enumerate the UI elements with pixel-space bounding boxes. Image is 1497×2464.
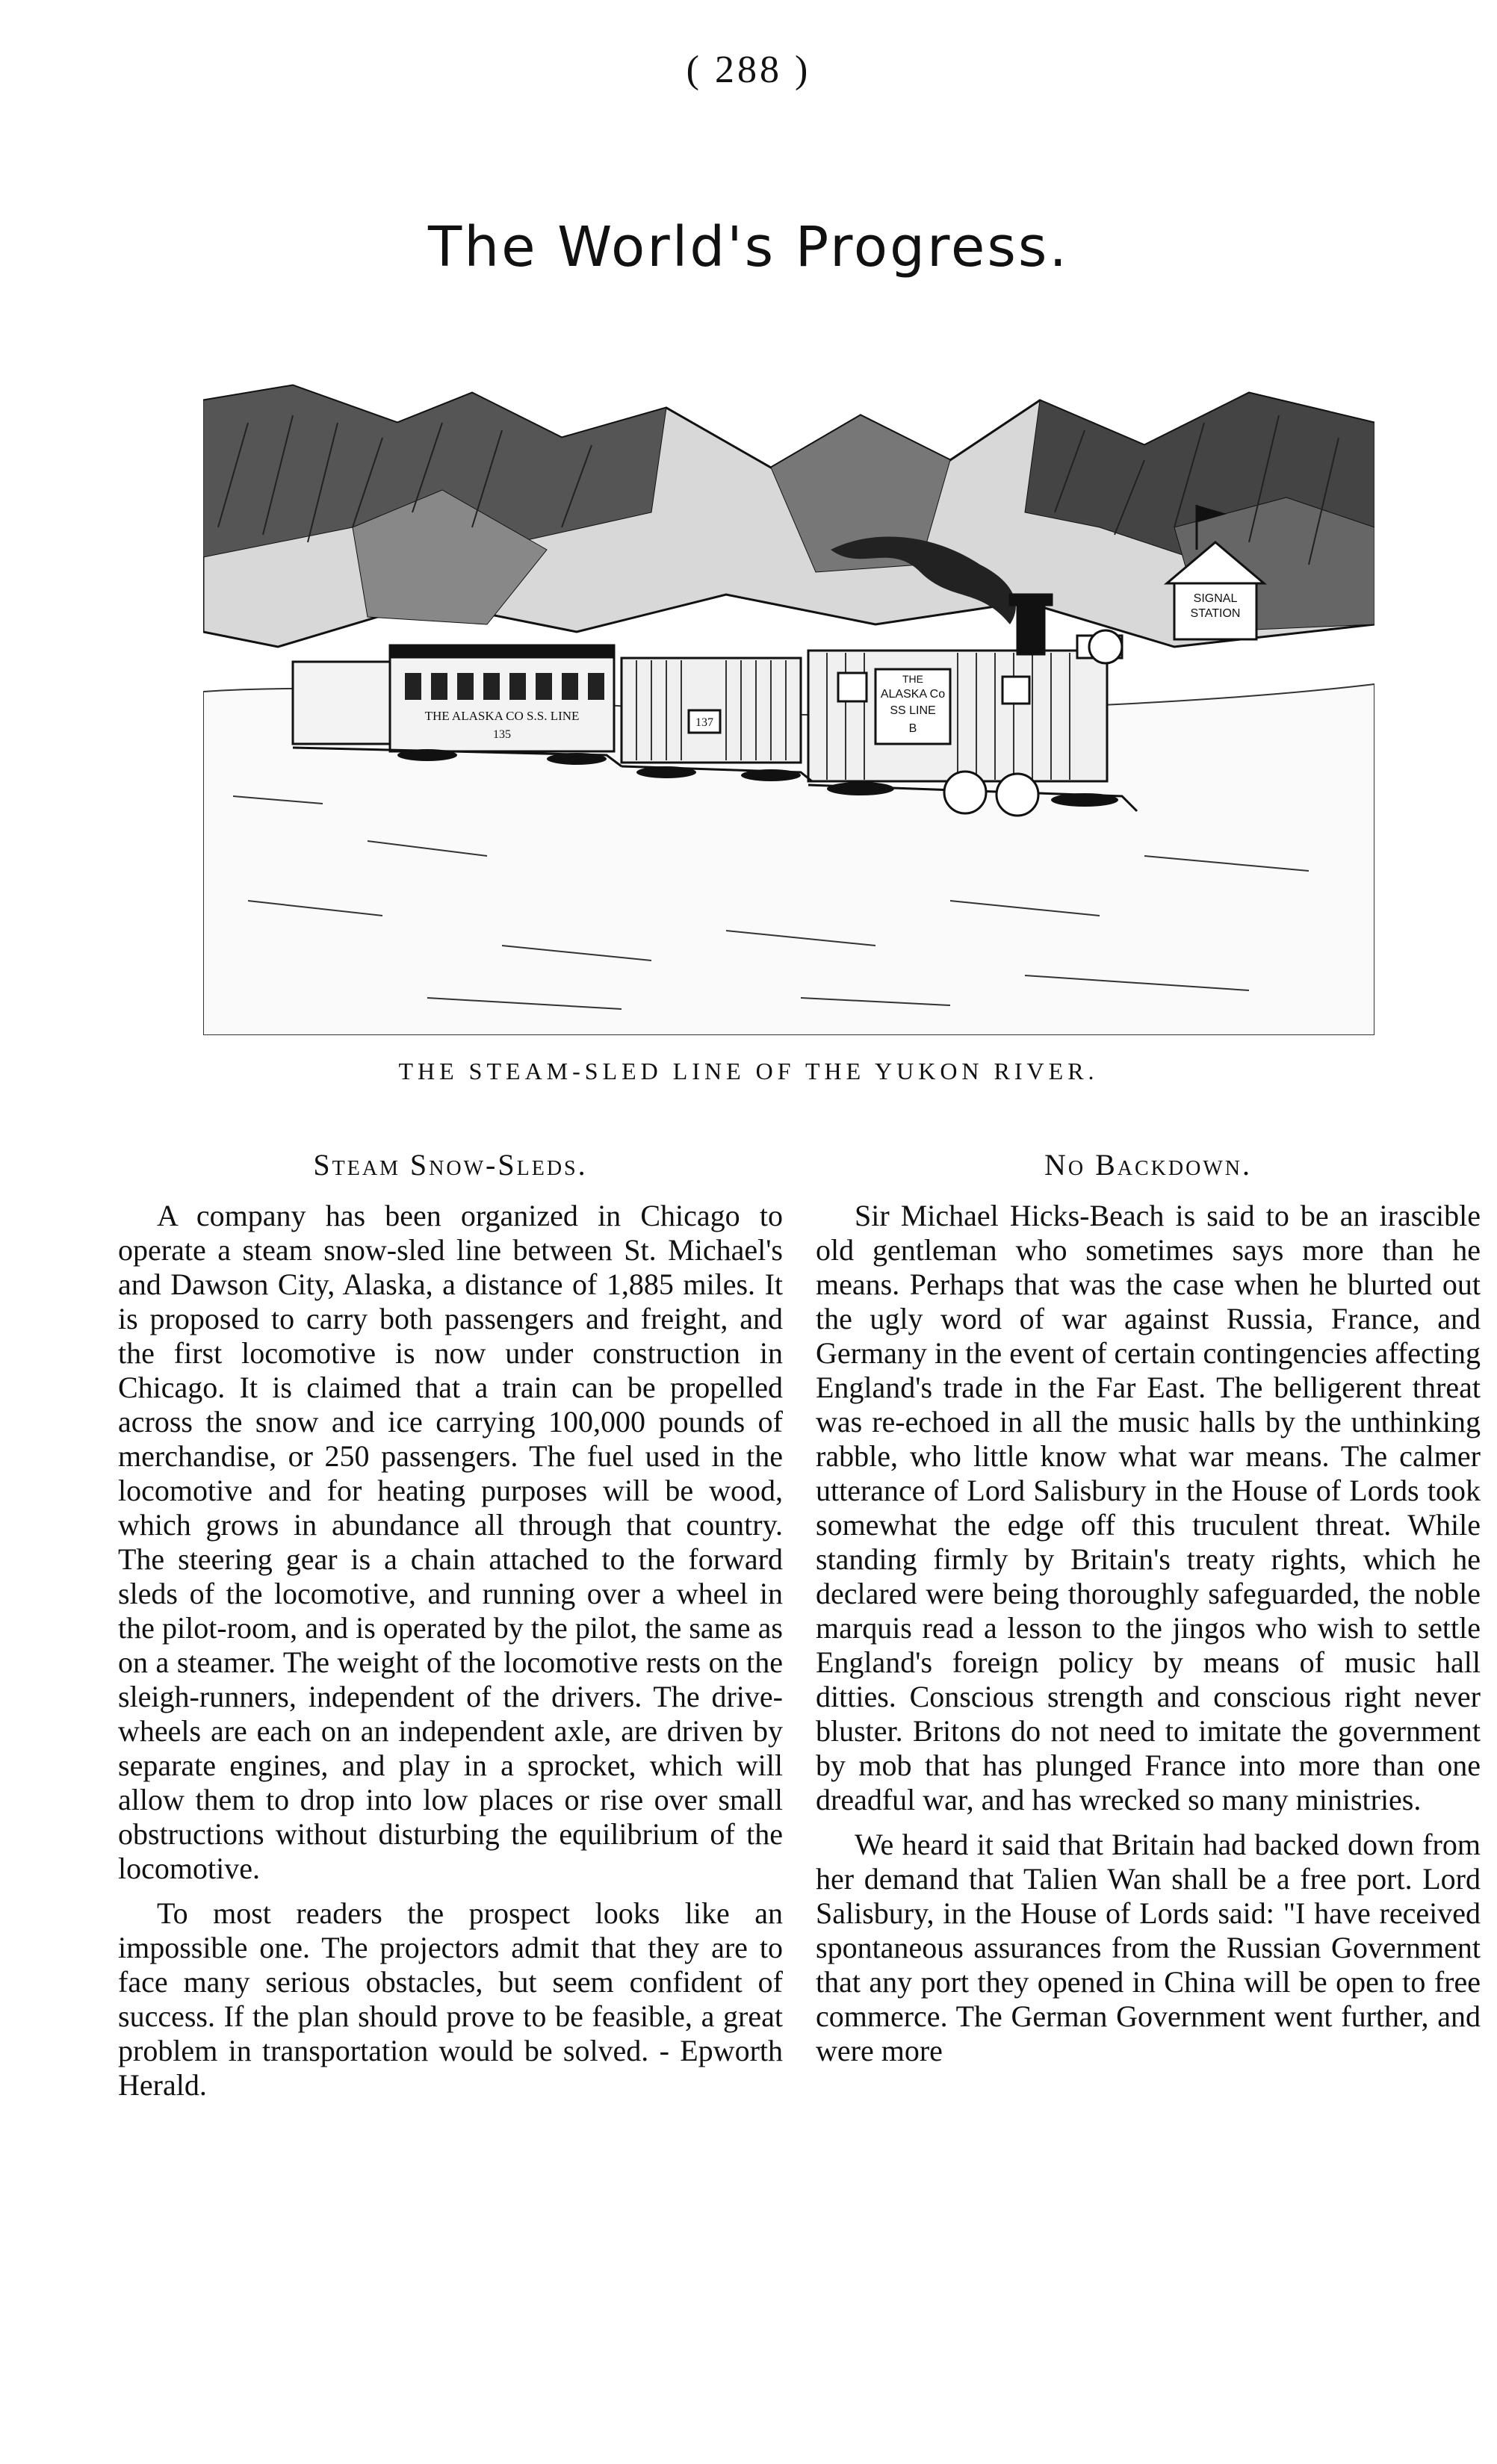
paragraph: We heard it said that Britain had backed down from her demand that Talien Wan shall be a free port. Lord Salisbury, in the House of Lords said: "I have received spontaneous assurances from the Russian Government that any port they opened in China will be open to free commerce. The German Government went further, and were more (816, 1828, 1481, 2067)
svg-text:B: B (908, 722, 917, 735)
svg-text:SIGNAL: SIGNAL (1193, 592, 1238, 605)
svg-text:SS LINE: SS LINE (890, 704, 936, 717)
steam-sled-train-illustration (203, 378, 1374, 1035)
page-title: The World's Progress. (428, 214, 1069, 279)
paragraph: A company has been organized in Chicago to operate a steam snow-sled line between St. Michael's and Dawson City, Alaska, a distance of 1,885 miles. It is proposed to carry both passengers and freight, and the first locomotive is now under construction in Chicago. It is claimed that a train can be propelled across the snow and ice carrying 100,000 pounds of merchandise, or 250 passengers. The fuel used in the locomotive and for heating purposes will be wood, which grows in abundance all through that country. The steering gear is a chain attached to the forward sleds of the locomotive, and running over a wheel in the pilot-room, and is operated by the pilot, the same as on a steamer. The weight of the locomotive rests on the sleigh-runners, independent of the drivers. The drive-wheels are each on an independent axle, are driven by separate engines, and play in a sprocket, which will allow them to drop into low places or rise over small obstructions without disturbing the equilibrium of the locomotive. (118, 1199, 783, 1885)
article-body (118, 1199, 783, 2103)
svg-text:STATION: STATION (1190, 607, 1241, 620)
svg-text:THE ALASKA CO S.S. LINE: THE ALASKA CO S.S. LINE (424, 709, 580, 723)
article-no-backdown (816, 1147, 1481, 2079)
paragraph: To most readers the prospect looks like an impossible one. The projectors admit that they are to face many serious obstacles, but seem confident of success. If the plan should prove to be feasible, a great problem in transportation would be solved. - Epworth Herald. (118, 1896, 783, 2102)
article-body (816, 1199, 1481, 2068)
paragraph: Sir Michael Hicks-Beach is said to be an irascible old gentleman who sometimes says more than he means. Perhaps that was the case when he blurted out the ugly word of war against Russia, France, and Germany in the event of certain contingencies affecting England's trade in the Far East. The belligerent threat was re-echoed in all the music halls by the unthinking rabble, who little know what war means. The calmer utterance of Lord Salisbury in the House of Lords took somewhat the edge off this truculent threat. While standing firmly by Britain's treaty rights, which he declared were being thoroughly safeguarded, the noble marquis read a lesson to the jingos who wish to settle England's foreign policy by means of music hall ditties. Conscious strength and conscious right never bluster. Britons do not need to imitate the government by mob that has plunged France into more than one dreadful war, and has wrecked so many ministries. (816, 1199, 1481, 1816)
svg-text:THE: THE (902, 673, 923, 685)
article-heading: Steam Snow-Sleds. (313, 1148, 588, 1182)
svg-text:ALASKA Co: ALASKA Co (880, 688, 946, 701)
svg-text:137: 137 (695, 716, 713, 729)
illustration-caption: THE STEAM-SLED LINE OF THE YUKON RIVER. (398, 1058, 1099, 1084)
svg-text:135: 135 (493, 728, 511, 741)
page-number: ( 288 ) (686, 49, 811, 91)
article-heading: No Backdown. (1044, 1148, 1252, 1182)
article-steam-snow-sleds (118, 1147, 783, 2113)
